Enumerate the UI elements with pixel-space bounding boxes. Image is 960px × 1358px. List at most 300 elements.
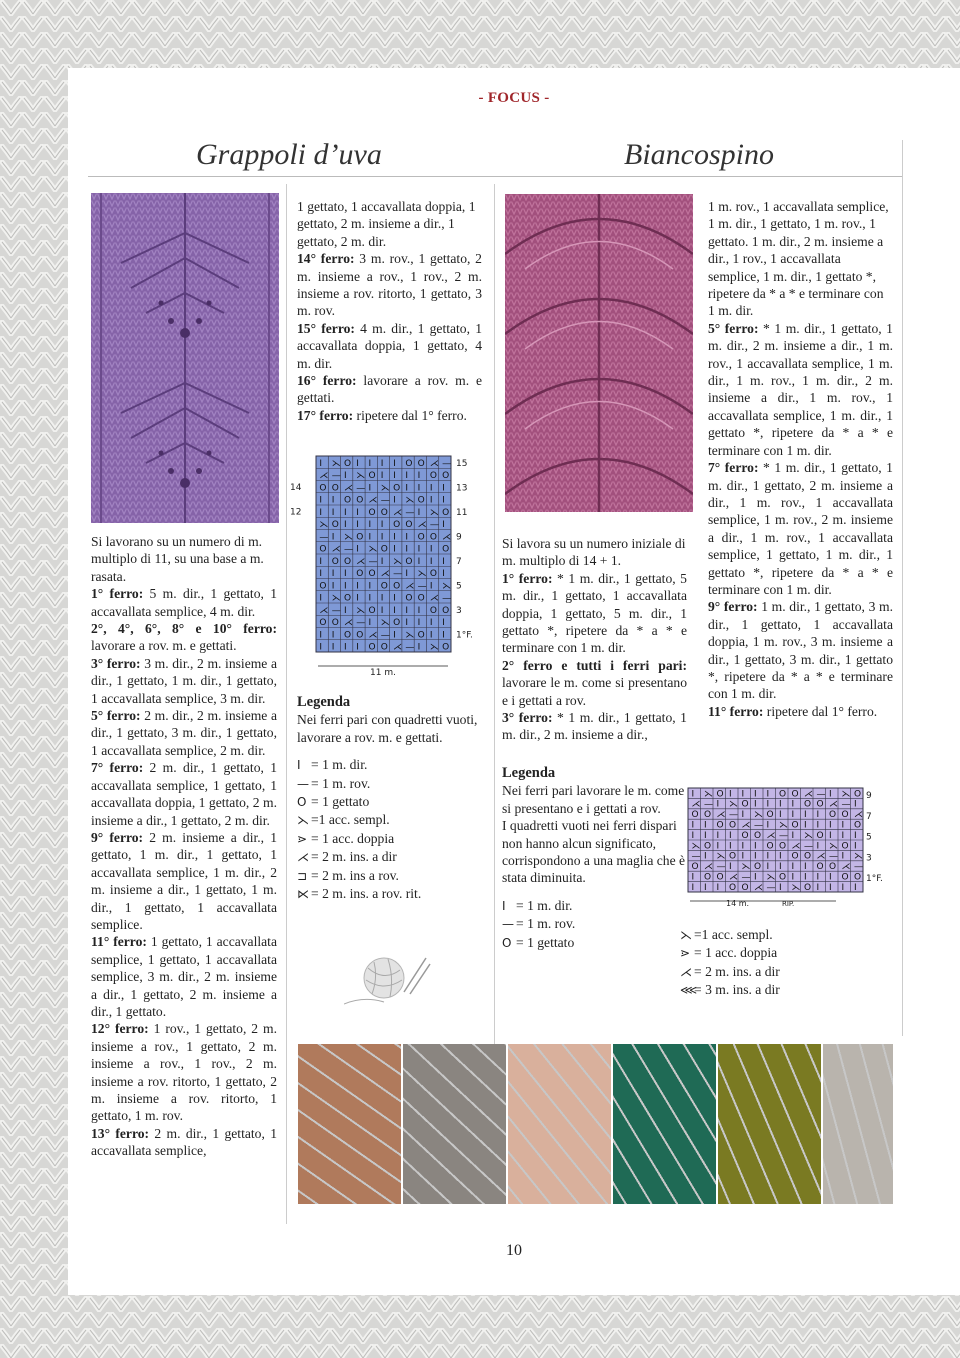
chart-cell-symbol: ⋌ [429,593,439,604]
grappoli-legend-text: = 2 m. ins a rov. [311,867,399,883]
chart-cell-symbol: I [368,581,372,592]
biancospino-intro: Si lavora su un numero iniziale di m. multiplo di 14 + 1. [502,536,686,569]
biancospino-row-text: * 1 m. dir., 1 gettato, 5 m. dir., 1 gettato, 1 accavallata doppia, 1 gettato, 5 m. dir., 1 gettato *, ripetere da * a * e terminare con 1 m. dir. [502,570,687,656]
chart-cell-symbol: I [405,532,409,543]
chart-cell-symbol: I [331,581,335,592]
grappoli-row-label: 11° ferro: [91,934,147,950]
chart-cell-symbol: I [343,507,347,518]
chart-cell-symbol: I [356,520,359,531]
chart-cell-symbol: O [804,799,812,810]
chart-cell-symbol: ⋋ [417,569,427,580]
grappoli-legend-symbol-icon: ⋌ [297,850,309,865]
chart-cell-symbol: I [368,618,372,629]
grappoli-row-text: 2 m. dir., 1 gettato, 1 accavallata semplice, [91,1125,277,1159]
chart-cell-symbol: I [841,830,845,841]
grappoli-row-label: 13° ferro: [91,1125,150,1141]
chart-cell-symbol: ⋌ [356,556,366,567]
grappoli-legend-text: = 1 m. dir. [311,757,368,773]
chart-row-label: 12 [290,507,302,518]
chart-cell-symbol: ⋋ [319,520,329,531]
chart-cell-symbol: ⋋ [754,810,763,821]
grappoli-chart-footer: 11 m. [370,668,396,678]
grappoli-row-label: 7° ferro: [91,760,144,776]
chart-cell-symbol: I [829,882,832,893]
biancospino-row-text: * 1 m. dir., 1 gettato, 1 m. dir., 1 gettato, 2 m. insieme a dir., 1 m. rov., 1 accavallata semplice, 1 m. rov., 2 m. insieme a dir., 1 m. rov., 1 accavallata semplice, 1 gettato, 1 m. dir., 1 gettato *, ripetere da * a * e terminare con 1 m. dir. [708,460,893,597]
biancospino-legend-items [502,897,687,952]
biancospino-swatch-photo [505,194,693,512]
biancospino-legend-symbol-icon: ⋌ [680,964,692,979]
yarn-swatch [298,1044,401,1204]
chart-cell-symbol: O [804,851,812,862]
grappoli-row-2 [91,655,277,707]
chart-cell-symbol: I [729,841,732,852]
chart-cell-symbol: O [854,872,862,883]
chart-cell-symbol: I [816,872,820,883]
chart-cell-symbol: I [380,556,384,567]
chart-cell-symbol: I [393,605,396,616]
grappoli-row-text: 2 m. dir., 2 m. insieme a dir., 1 gettato, 3 m. dir., 1 gettato, 1 accavallata semplice, 2 m. dir. [91,708,277,758]
grappoli-instructions-col2 [297,198,482,424]
chart-cell-symbol: I [829,872,832,883]
chart-cell-symbol: I [331,642,335,653]
biancospino-legend-item [502,915,687,933]
chart-cell-symbol: O [442,507,450,518]
right-title-rule [500,176,902,177]
grappoli-row-1 [297,320,482,372]
chart-cell-symbol: I [791,872,795,883]
chart-cell-symbol: I [405,569,409,580]
chart-cell-symbol: O [716,820,724,831]
chart-cell-symbol: I [741,810,745,821]
grappoli-legend-text: = 2 m. ins. a rov. rit. [311,886,422,902]
chart-cell-symbol: I [331,507,335,518]
chart-cell-symbol: O [816,799,824,810]
biancospino-chart-footer-rip: RIP. [782,900,795,908]
chart-cell-symbol: I [405,618,409,629]
biancospino-legend-symbol-icon: ⋗ [680,946,691,961]
chart-cell-symbol: — [829,851,838,862]
chart-cell-symbol: I [829,789,832,800]
biancospino-legend-note: Nei ferri pari lavorare le m. come si presentano e i gettati a rov. [502,783,685,816]
chart-cell-symbol: — [442,458,452,469]
chart-cell-symbol: I [417,618,421,629]
biancospino-legend [502,765,687,952]
chart-cell-symbol: I [791,830,795,841]
chart-cell-symbol: O [417,495,425,506]
grappoli-row-label: 15° ferro: [297,320,355,336]
chart-cell-symbol: I [356,593,359,604]
left-column-divider [286,184,287,1224]
grappoli-legend-symbol-icon: O [297,795,307,810]
biancospino-row-label: 11° ferro: [708,703,764,719]
chart-cell-symbol: O [442,642,450,653]
chart-cell-symbol: O [841,841,849,852]
chart-cell-symbol: O [331,556,339,567]
chart-cell-symbol: I [704,830,707,841]
chart-cell-symbol: I [393,532,396,543]
chart-row-label: 7 [866,811,872,822]
biancospino-legend-item [680,944,880,962]
chart-cell-symbol: O [791,851,799,862]
chart-cell-symbol: O [442,471,450,482]
biancospino-row-text: * 1 m. dir., 1 gettato, 1 m. dir., 2 m. insieme a dir., [502,710,687,743]
chart-cell-symbol: — [766,882,776,893]
grappoli-legend-items [297,756,482,903]
chart-cell-symbol: ⋌ [816,851,826,862]
chart-cell-symbol: O [704,872,712,883]
chart-cell-symbol: O [405,556,413,567]
chart-cell-symbol: O [368,507,376,518]
chart-cell-symbol: I [380,471,384,482]
grappoli-row-label: 5° ferro: [91,708,141,724]
chart-cell-symbol: I [331,569,335,580]
chart-cell-symbol: O [429,605,437,616]
chart-cell-symbol: I [704,882,707,893]
chart-cell-symbol: O [380,507,388,518]
chart-cell-symbol: I [319,593,323,604]
biancospino-legend-text: = 2 m. ins. a dir [694,963,780,979]
chart-cell-symbol: O [319,581,327,592]
chart-cell-symbol: I [442,520,445,531]
chart-cell-symbol: I [319,495,323,506]
chart-cell-symbol: I [816,810,820,821]
chart-cell-symbol: I [691,820,695,831]
chart-cell-symbol: ⋌ [429,458,439,469]
chart-cell-symbol: I [380,520,384,531]
chart-cell-symbol: I [356,458,359,469]
chart-cell-symbol: — [704,799,713,810]
chart-row-label: 5 [456,581,462,592]
chart-cell-symbol: ⋌ [754,882,763,893]
grappoli-row-label: 2°, 4°, 6°, 8° e 10° ferro: [91,621,277,637]
chart-cell-symbol: I [368,532,372,543]
chart-cell-symbol: O [429,471,437,482]
chart-cell-symbol: ⋋ [791,882,801,893]
chart-cell-symbol: ⋌ [741,820,751,831]
grappoli-legend-item [297,848,482,866]
chart-cell-symbol: ⋋ [405,630,415,641]
grappoli-legend-text: =1 acc. sempl. [311,812,390,828]
chart-cell-symbol: O [429,532,437,543]
biancospino-instructions-col2 [708,198,893,720]
chart-cell-symbol: — [691,851,701,862]
chart-cell-symbol: — [331,471,341,482]
grappoli-row-0 [91,585,277,620]
chart-cell-symbol: O [779,872,787,883]
grappoli-legend-symbol-icon: ⋗ [297,831,308,846]
chart-cell-symbol: O [704,810,712,821]
yarn-swatch [613,1044,716,1204]
chart-cell-symbol: I [331,495,335,506]
grappoli-legend-symbol-icon: I [297,758,301,773]
chart-cell-symbol: I [429,618,433,629]
chart-cell-symbol: O [442,544,450,555]
chart-cell-symbol: I [716,882,720,893]
biancospino-legend-symbol-icon: ⋋ [680,928,692,942]
chart-cell-symbol: I [779,862,782,873]
grappoli-rows-part1 [91,585,277,1159]
biancospino-row-2 [708,598,893,702]
chart-cell-symbol: I [854,799,857,810]
biancospino-chart [686,780,896,910]
chart-cell-symbol: ⋋ [704,789,713,800]
grappoli-row-6 [91,933,277,1020]
chart-cell-symbol: ⋋ [356,605,366,616]
chart-cell-symbol: — [854,862,863,873]
chart-cell-symbol: O [754,862,762,873]
grappoli-row-5 [91,829,277,933]
chart-cell-symbol: I [779,799,782,810]
chart-cell-symbol: ⋋ [854,851,863,862]
chart-cell-symbol: O [393,483,401,494]
grappoli-row-text: 4 m. dir., 1 gettato, 1 accavallata doppia, 1 gettato, 4 m. dir. [297,320,482,371]
chart-cell-symbol: I [319,507,323,518]
grappoli-intro: Si lavorano su un numero di m. multiplo di 11, su una base a m. rasata. [91,534,264,584]
grappoli-row-text: lavorare a rov. m. e gettati. [91,638,237,654]
yarn-swatch [718,1044,821,1204]
chart-cell-symbol: I [442,495,445,506]
chart-cell-symbol: I [417,556,421,567]
chart-cell-symbol: O [841,810,849,821]
biancospino-legend-text: =1 acc. sempl. [694,927,773,942]
chart-row-label: 3 [866,853,872,864]
chart-cell-symbol: — [356,618,366,629]
yarn-ball-icon [344,952,434,1012]
chart-cell-symbol: O [766,810,774,821]
chart-cell-symbol: I [429,483,433,494]
chart-row-label: 1°F. [456,630,473,641]
chart-cell-symbol: I [791,799,795,810]
left-pattern-title: Grappoli d’uva [196,138,382,171]
grappoli-legend-symbol-icon: ⋉ [297,887,309,902]
chart-cell-symbol: I [829,820,832,831]
biancospino-rows-part1 [502,570,687,744]
chart-cell-symbol: I [766,789,770,800]
grappoli-legend [297,694,482,903]
chart-cell-symbol: I [854,882,857,893]
chart-row-label: 5 [866,832,872,843]
chart-cell-symbol: O [854,820,862,831]
chart-cell-symbol: I [779,882,782,893]
chart-cell-symbol: ⋋ [841,789,851,800]
chart-cell-symbol: O [417,593,425,604]
chart-cell-symbol: ⋋ [380,483,390,494]
chart-cell-symbol: I [729,789,732,800]
biancospino-row-0 [502,570,687,657]
chart-cell-symbol: I [691,882,695,893]
chart-cell-symbol: I [368,593,372,604]
grappoli-row-label: 14° ferro: [297,251,355,267]
chart-cell-symbol: ⋋ [741,862,751,873]
page-number: 10 [506,1242,522,1259]
chart-cell-symbol: I [429,581,433,592]
chart-cell-symbol: I [429,556,433,567]
chart-cell-symbol: I [754,872,757,883]
chart-cell-symbol: I [417,642,421,653]
chart-cell-symbol: I [716,841,720,852]
biancospino-legend-item [680,963,880,981]
biancospino-legend-text: = 1 acc. doppia [694,945,778,961]
chart-cell-symbol: O [766,841,774,852]
chart-cell-symbol: I [343,520,347,531]
chart-cell-symbol: O [729,820,737,831]
chart-cell-symbol: ⋌ [854,810,863,821]
chart-cell-symbol: I [393,471,396,482]
chart-cell-symbol: I [779,851,782,862]
chart-cell-symbol: I [393,495,396,506]
chart-cell-symbol: — [319,532,329,543]
chart-cell-symbol: I [356,544,359,555]
chart-cell-symbol: ⋌ [368,630,378,641]
chart-cell-symbol: I [729,862,732,873]
chart-cell-symbol: O [331,520,339,531]
yarn-swatch [823,1044,893,1204]
biancospino-row-1 [502,657,687,709]
chart-cell-symbol: I [331,630,335,641]
right-pattern-title: Biancospino [624,138,774,171]
chart-cell-symbol: ⋌ [393,507,403,518]
chart-cell-symbol: I [343,642,347,653]
chart-cell-symbol: I [356,507,359,518]
grappoli-row-3 [91,707,277,759]
chart-cell-symbol: I [691,872,695,883]
chart-cell-symbol: — [380,630,390,641]
biancospino-row-label: 5° ferro: [708,320,759,336]
chart-cell-symbol: O [704,841,712,852]
chart-cell-symbol: I [442,483,445,494]
chart-cell-symbol: I [393,544,396,555]
yarn-swatch [508,1044,611,1204]
chart-cell-symbol: I [417,507,421,518]
chart-cell-symbol: I [356,642,359,653]
grappoli-legend-symbol-icon: — [297,776,309,791]
biancospino-row-text: lavorare le m. come si presentano e i gettati a rov. [502,675,687,708]
chart-cell-symbol: I [754,841,757,852]
chart-cell-symbol: O [779,789,787,800]
chart-cell-symbol: ⋌ [393,642,403,653]
chart-cell-symbol: ⋋ [331,458,341,469]
chart-cell-symbol: O [343,593,352,604]
chart-cell-symbol: I [442,630,445,641]
yarn-swatch [403,1044,506,1204]
chart-cell-symbol: I [741,841,745,852]
chart-cell-symbol: O [841,872,849,883]
chart-cell-symbol: I [368,520,372,531]
chart-cell-symbol: O [368,605,376,616]
chart-cell-symbol: ⋌ [417,520,427,531]
grappoli-legend-item [297,793,482,811]
chart-cell-symbol: ⋋ [405,495,415,506]
left-title-rule [88,176,506,177]
chart-cell-symbol: O [816,830,824,841]
biancospino-legend-title: Legenda [502,765,556,781]
chart-cell-symbol: I [716,799,720,810]
chart-cell-symbol: ⋋ [429,642,439,653]
chart-cell-symbol: I [343,605,347,616]
grappoli-row13-continued: 1 gettato, 1 accavallata doppia, 1 gettato, 2 m. insieme a dir., 1 gettato, 2 m. dir. [297,199,476,249]
chart-cell-symbol: O [716,789,724,800]
grappoli-row-0 [297,250,482,320]
grappoli-row-8 [91,1125,277,1160]
biancospino-row3-continued: 1 m. rov., 1 accavallata semplice, 1 m. dir., 1 gettato, 1 m. rov., 1 gettato. 1 m. dir., 2 m. insieme a dir., 1 rov., 1 accavallata semplice, 1 m. dir., 1 gettato *, ripetere da * a * e terminare con 1 m. dir. [708,199,889,319]
chart-cell-symbol: O [356,630,364,641]
grappoli-legend-text: = 1 acc. doppia [311,830,395,846]
chart-cell-symbol: O [343,630,352,641]
section-tag: - FOCUS - [478,90,550,106]
biancospino-row-3 [708,703,893,720]
biancospino-chart-footer: 14 m. [726,899,750,908]
chart-cell-symbol: ⋌ [716,810,726,821]
grappoli-legend-item [297,811,482,829]
chart-cell-symbol: I [356,581,359,592]
chart-cell-symbol: — [729,810,738,821]
biancospino-row-label: 9° ferro: [708,599,758,615]
chart-cell-symbol: O [741,882,749,893]
chart-cell-symbol: I [405,544,409,555]
grappoli-row-text: 2 m. insieme a dir., 1 gettato, 1 m. dir., 1 gettato, 1 accavallata semplice, 1 m. dir., 2 m. insieme a dir., 1 gettato, 1 m. dir., 1 gettato, 1 accavallata semplice. [91,829,277,932]
grappoli-row-label: 17° ferro: [297,407,354,423]
biancospino-row-2 [502,709,687,744]
chart-cell-symbol: I [816,820,820,831]
chart-cell-symbol: O [429,569,437,580]
chart-cell-symbol: O [729,882,737,893]
chart-cell-symbol: O [854,789,862,800]
chart-cell-symbol: ⋌ [319,605,329,616]
chart-cell-symbol: I [417,544,421,555]
grappoli-row-text: 2 m. dir., 1 gettato, 1 accavallata semplice, 1 gettato, 1 accavallata doppia, 1 gettato, 2 m. insieme a dir., 1 gettato, 2 m. dir. [91,760,277,828]
chart-cell-symbol: O [741,799,749,810]
chart-cell-symbol: I [829,830,832,841]
chart-cell-symbol: I [779,810,782,821]
biancospino-legend-item [680,926,880,944]
chart-cell-symbol: I [741,851,745,862]
chart-cell-symbol: I [319,556,323,567]
chart-cell-symbol: O [393,618,401,629]
chart-cell-symbol: I [729,830,732,841]
chart-cell-symbol: — [442,593,452,604]
biancospino-row-1 [708,459,893,598]
chart-cell-symbol: I [854,830,857,841]
chart-cell-symbol: O [417,458,425,469]
biancospino-row-text: 1 m. dir., 1 gettato, 3 m. dir., 1 gettato, 1 accavallata doppia, 1 m. rov., 3 m. insieme a dir., 1 gettato, 3 m. dir., 1 gettato *, ripetere da * a * e terminare con 1 m. dir. [708,599,893,702]
biancospino-legend-item [680,981,880,999]
chart-cell-symbol: I [754,799,757,810]
center-divider [494,184,495,1044]
chart-cell-symbol: I [816,841,820,852]
grappoli-row-text: 5 m. dir., 1 gettato, 1 accavallata semplice, 4 m. dir. [91,586,277,619]
chart-cell-symbol: I [405,605,409,616]
grappoli-legend-text: = 2 m. ins. a dir [311,849,397,865]
grappoli-legend-symbol-icon: ⋋ [297,813,309,828]
chart-cell-symbol: ⋌ [841,862,851,873]
grappoli-legend-title: Legenda [297,694,351,710]
chart-cell-symbol: O [779,841,787,852]
grappoli-row-4 [91,759,277,829]
grappoli-row-text: ripetere dal 1° ferro. [353,407,467,423]
chart-cell-symbol: O [319,618,327,629]
chart-cell-symbol: O [405,458,413,469]
biancospino-legend-symbol-icon: I [502,898,506,913]
grappoli-instructions-col1 [91,533,277,1160]
chart-cell-symbol: I [841,820,845,831]
grappoli-legend-item [297,775,482,793]
chart-cell-symbol: I [368,483,372,494]
chart-cell-symbol: I [343,581,347,592]
chart-cell-symbol: O [331,618,339,629]
chart-cell-symbol: ⋋ [716,851,726,862]
chart-cell-symbol: ⋌ [343,483,353,494]
chart-cell-symbol: — [429,520,439,531]
